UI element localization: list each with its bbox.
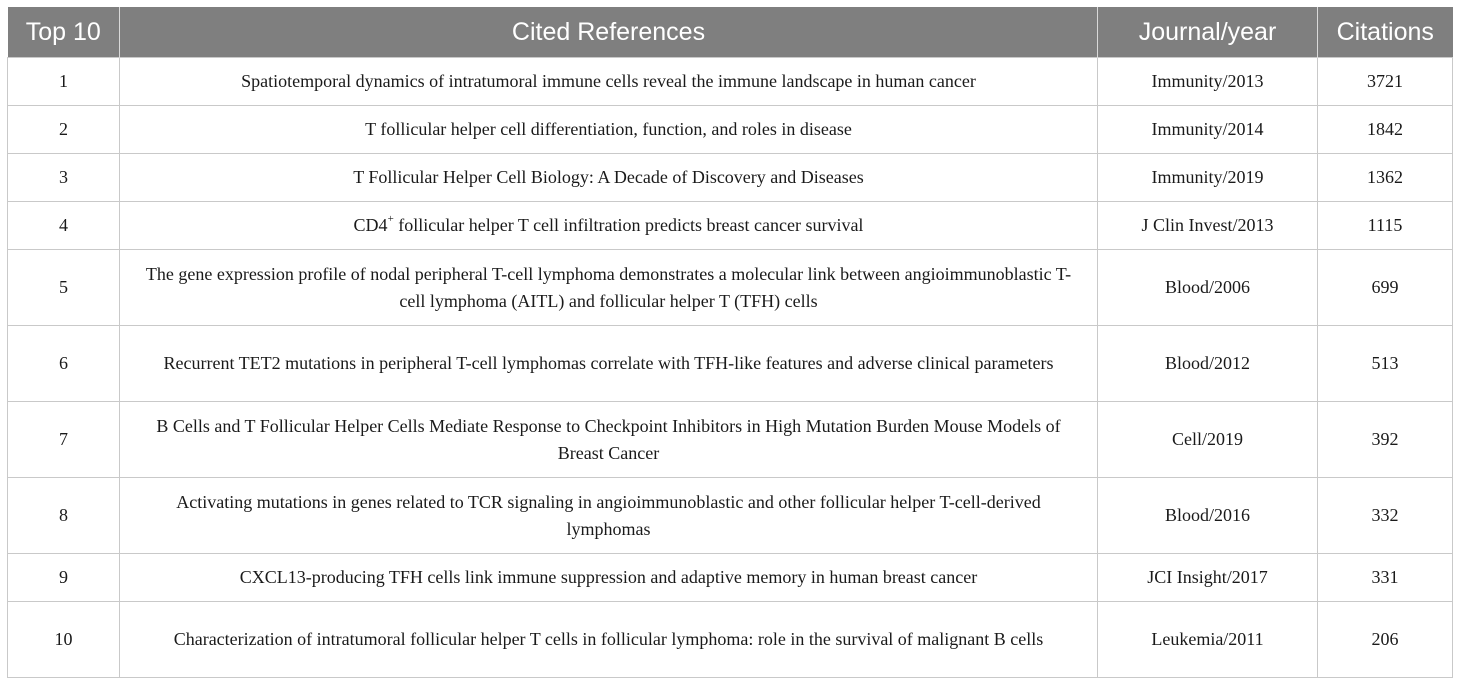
table-row [8,602,1453,678]
journal-year-cell: Blood/2016 [1098,478,1318,554]
rank-cell: 1 [8,58,120,106]
reference-text-post: follicular helper T cell infiltration predicts breast cancer survival [393,215,864,235]
table-row [8,326,1453,402]
rank-cell: 9 [8,554,120,602]
header-journal-year: Journal/year [1098,7,1318,58]
reference-cell: Spatiotemporal dynamics of intratumoral immune cells reveal the immune landscape in human cancer [120,58,1098,106]
header-rank: Top 10 [8,7,120,58]
reference-text-pre: CD4 [353,215,388,235]
journal-year-cell: Blood/2006 [1098,250,1318,326]
rank-cell: 7 [8,402,120,478]
reference-cell: Characterization of intratumoral follicular helper T cells in follicular lymphoma: role in the survival of malignant B cells [120,602,1098,678]
superscript-plus: + [387,213,394,225]
reference-cell [120,202,1098,250]
citations-cell: 1362 [1318,154,1453,202]
citations-cell: 331 [1318,554,1453,602]
journal-year-cell: Immunity/2014 [1098,106,1318,154]
journal-year-cell: Immunity/2019 [1098,154,1318,202]
cited-references-table [7,7,1453,678]
table-row [8,58,1453,106]
citations-cell: 1115 [1318,202,1453,250]
journal-year-cell: Cell/2019 [1098,402,1318,478]
citations-cell: 3721 [1318,58,1453,106]
rank-cell: 2 [8,106,120,154]
table-header [8,7,1453,58]
citations-cell: 332 [1318,478,1453,554]
journal-year-cell: Leukemia/2011 [1098,602,1318,678]
reference-cell: Recurrent TET2 mutations in peripheral T-cell lymphomas correlate with TFH-like features and adverse clinical parameters [120,326,1098,402]
reference-cell: Activating mutations in genes related to TCR signaling in angioimmunoblastic and other follicular helper T-cell-derived lymphomas [120,478,1098,554]
citations-cell: 1842 [1318,106,1453,154]
header-citations: Citations [1318,7,1453,58]
citations-cell: 513 [1318,326,1453,402]
rank-cell: 3 [8,154,120,202]
table-body [8,58,1453,678]
reference-cell: B Cells and T Follicular Helper Cells Mediate Response to Checkpoint Inhibitors in High Mutation Burden Mouse Models of Breast Cancer [120,402,1098,478]
table-row [8,478,1453,554]
header-reference: Cited References [120,7,1098,58]
rank-cell: 5 [8,250,120,326]
table-row [8,250,1453,326]
table-row [8,154,1453,202]
reference-cell: The gene expression profile of nodal peripheral T-cell lymphoma demonstrates a molecular link between angioimmunoblastic T-cell lymphoma (AITL) and follicular helper T (TFH) cells [120,250,1098,326]
citations-cell: 699 [1318,250,1453,326]
reference-cell: CXCL13-producing TFH cells link immune suppression and adaptive memory in human breast cancer [120,554,1098,602]
table-row [8,402,1453,478]
citations-cell: 392 [1318,402,1453,478]
table-row [8,106,1453,154]
table-row [8,202,1453,250]
journal-year-cell: J Clin Invest/2013 [1098,202,1318,250]
journal-year-cell: Blood/2012 [1098,326,1318,402]
table-row [8,554,1453,602]
reference-cell: T Follicular Helper Cell Biology: A Decade of Discovery and Diseases [120,154,1098,202]
header-row [8,7,1453,58]
citations-cell: 206 [1318,602,1453,678]
rank-cell: 6 [8,326,120,402]
rank-cell: 8 [8,478,120,554]
rank-cell: 4 [8,202,120,250]
rank-cell: 10 [8,602,120,678]
journal-year-cell: Immunity/2013 [1098,58,1318,106]
reference-cell: T follicular helper cell differentiation, function, and roles in disease [120,106,1098,154]
journal-year-cell: JCI Insight/2017 [1098,554,1318,602]
